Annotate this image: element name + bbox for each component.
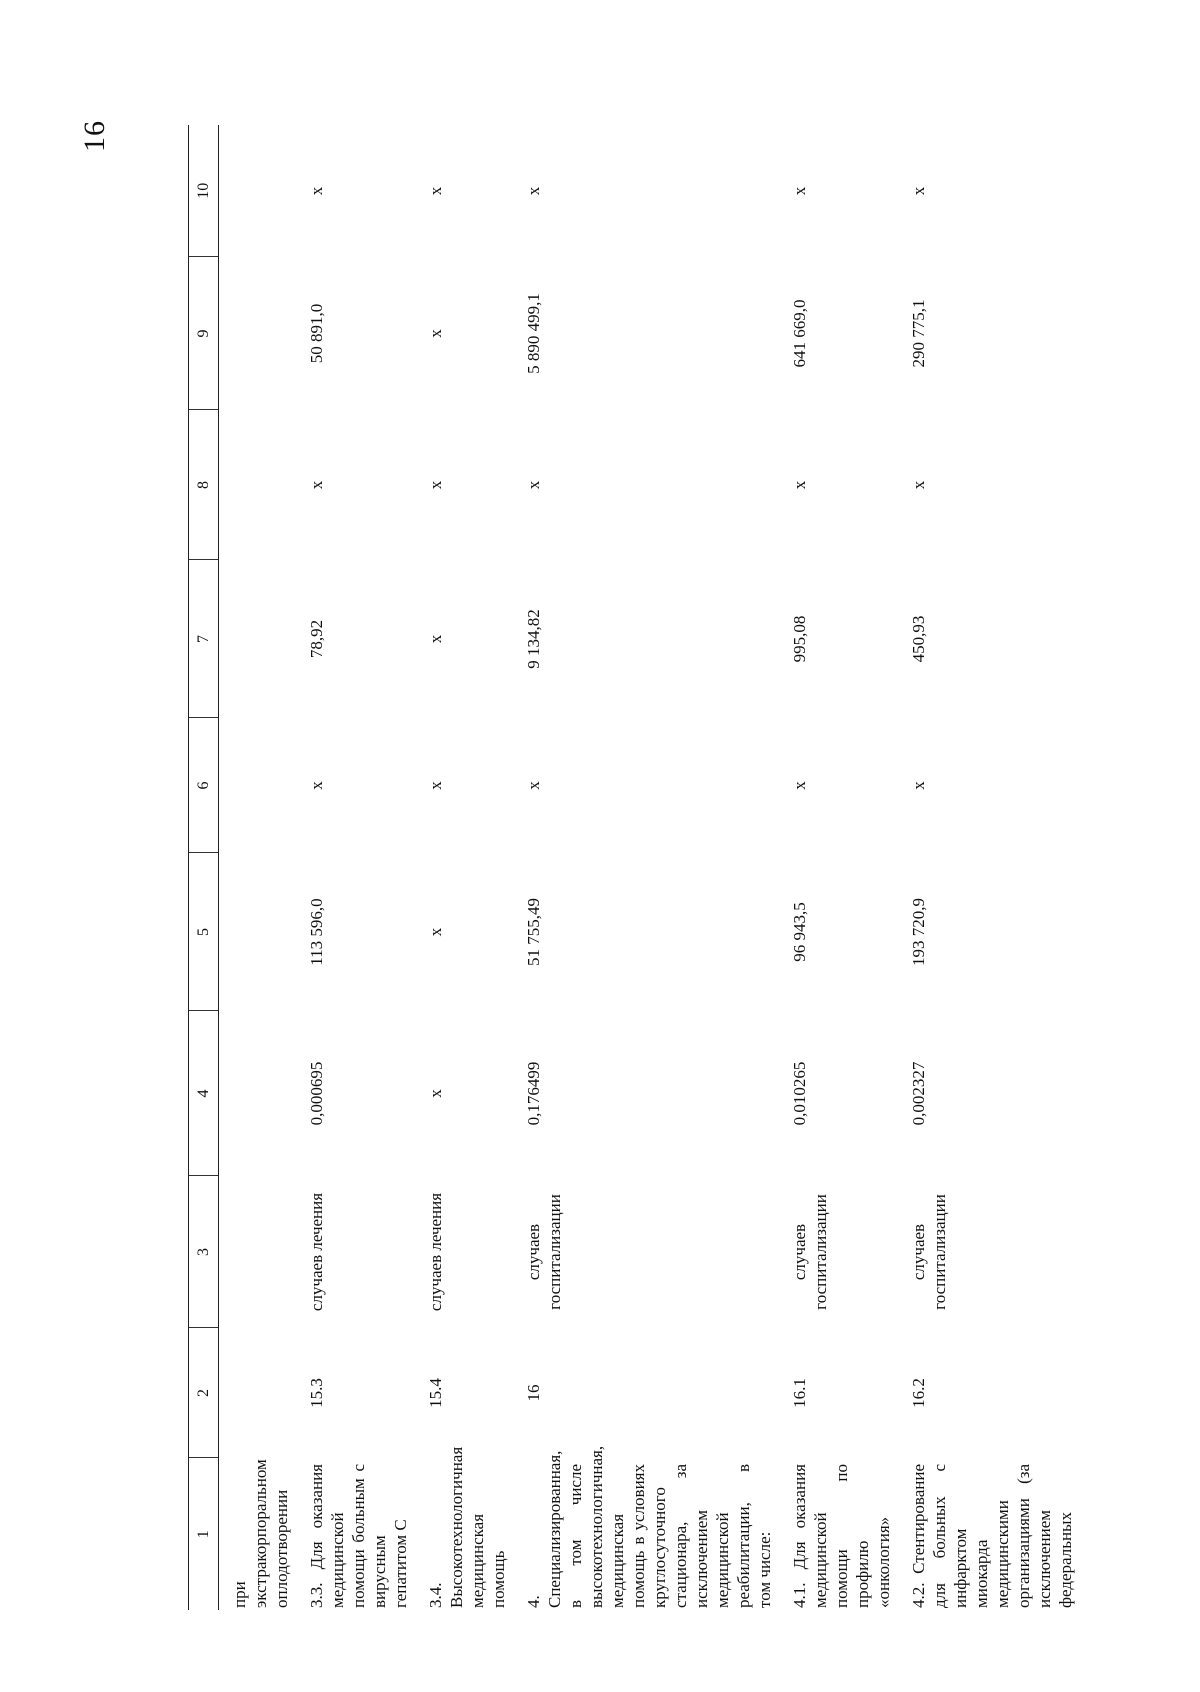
- table-cell: 193 720,9: [909, 898, 928, 966]
- column-header: 4: [189, 1011, 219, 1176]
- table-cell: х: [426, 480, 445, 490]
- data-table: [188, 125, 1084, 1610]
- table-cell: х: [790, 480, 809, 490]
- row-label: 3.3. Для оказания медицинской помощи больным с вирусным гепатитом С: [307, 1464, 410, 1608]
- table-cell: [219, 1176, 301, 1328]
- table-cell: х: [426, 186, 445, 196]
- table-cell: 0,010265: [790, 1061, 809, 1126]
- page-number: 16: [78, 120, 111, 152]
- table-cell: х: [909, 186, 928, 196]
- table-cell: 96 943,5: [790, 902, 809, 962]
- table-cell: 0,176499: [524, 1061, 543, 1126]
- table-cell: 113 596,0: [307, 898, 326, 966]
- table-cell: х: [524, 186, 543, 196]
- table-cell: случаев госпитализации: [790, 1194, 830, 1310]
- table-cell: 0,002327: [909, 1061, 928, 1126]
- table-cell: 0,000695: [307, 1061, 326, 1126]
- table-cell: х: [307, 480, 326, 490]
- row-label: 4. Специализированная, в том числе высокотехнологичная, медицинская помощь в условиях круглосуточного стационара, за исключением медицинской реабилитации, в том числе:: [524, 1445, 774, 1608]
- table-cell: х: [909, 480, 928, 490]
- table-cell: 5 890 499,1: [524, 293, 543, 374]
- table-cell: [219, 853, 301, 1011]
- table-cell: [219, 718, 301, 853]
- table-cell: 16.1: [790, 1378, 809, 1408]
- table-cell: 50 891,0: [307, 303, 326, 364]
- table-cell: 995,08: [790, 615, 809, 663]
- header-row: [189, 125, 219, 1610]
- table-cell: [219, 1328, 301, 1458]
- table-cell: 16: [524, 1384, 543, 1402]
- column-header: 3: [189, 1176, 219, 1328]
- table-cell: случаев лечения: [307, 1192, 326, 1312]
- table-cell: х: [790, 781, 809, 790]
- table-cell: 450,93: [909, 615, 928, 663]
- column-header: 6: [189, 718, 219, 853]
- column-header: 5: [189, 853, 219, 1011]
- table-cell: х: [790, 186, 809, 196]
- column-header: 2: [189, 1328, 219, 1458]
- table-cell: 15.3: [307, 1378, 326, 1408]
- table-row: [902, 125, 1084, 1610]
- table-cell: случаев госпитализации: [524, 1194, 564, 1310]
- table-row: [219, 125, 301, 1610]
- table-cell: случаев лечения: [426, 1192, 445, 1312]
- table-cell: х: [426, 329, 445, 338]
- table-cell: х: [909, 781, 928, 790]
- table-cell: х: [307, 186, 326, 196]
- table-cell: [219, 257, 301, 410]
- table-cell: х: [524, 781, 543, 790]
- column-header: 1: [189, 1458, 219, 1610]
- table-row: [517, 125, 783, 1610]
- table-cell: 9 134,82: [524, 609, 543, 669]
- row-label: 3.4. Высокотехнологичная медицинская помощь: [426, 1446, 508, 1608]
- column-header: 8: [189, 410, 219, 560]
- row-label: 4.2. Стентирование для больных с инфарктом миокарда медицинскими организациями (за исключением федеральных: [909, 1464, 1075, 1608]
- table-cell: 290 775,1: [909, 299, 928, 368]
- column-header: 7: [189, 560, 219, 718]
- row-label: при экстракорпоральном оплодотворении: [230, 1459, 291, 1608]
- table-cell: 16.2: [909, 1378, 928, 1408]
- table-cell: х: [426, 1089, 445, 1098]
- table-cell: 15.4: [426, 1378, 445, 1408]
- table-cell: [219, 560, 301, 718]
- table-row: [783, 125, 902, 1610]
- table-cell: [219, 1011, 301, 1176]
- column-header: 10: [189, 125, 219, 257]
- table-cell: 78,92: [307, 619, 326, 659]
- table-cell: [219, 125, 301, 257]
- table-cell: 51 755,49: [524, 898, 543, 966]
- table-cell: случаев госпитализации: [909, 1194, 949, 1310]
- table-cell: х: [524, 480, 543, 490]
- table-row: [419, 125, 517, 1610]
- table-cell: х: [426, 927, 445, 937]
- table-cell: х: [307, 781, 326, 790]
- table-cell: х: [426, 781, 445, 790]
- table-row: [300, 125, 419, 1610]
- column-header: 9: [189, 257, 219, 410]
- table-cell: 641 669,0: [790, 299, 809, 368]
- table-cell: [219, 410, 301, 560]
- row-label: 4.1. Для оказания медицинской помощи по профилю «онкология»: [790, 1464, 893, 1608]
- table-cell: х: [426, 634, 445, 644]
